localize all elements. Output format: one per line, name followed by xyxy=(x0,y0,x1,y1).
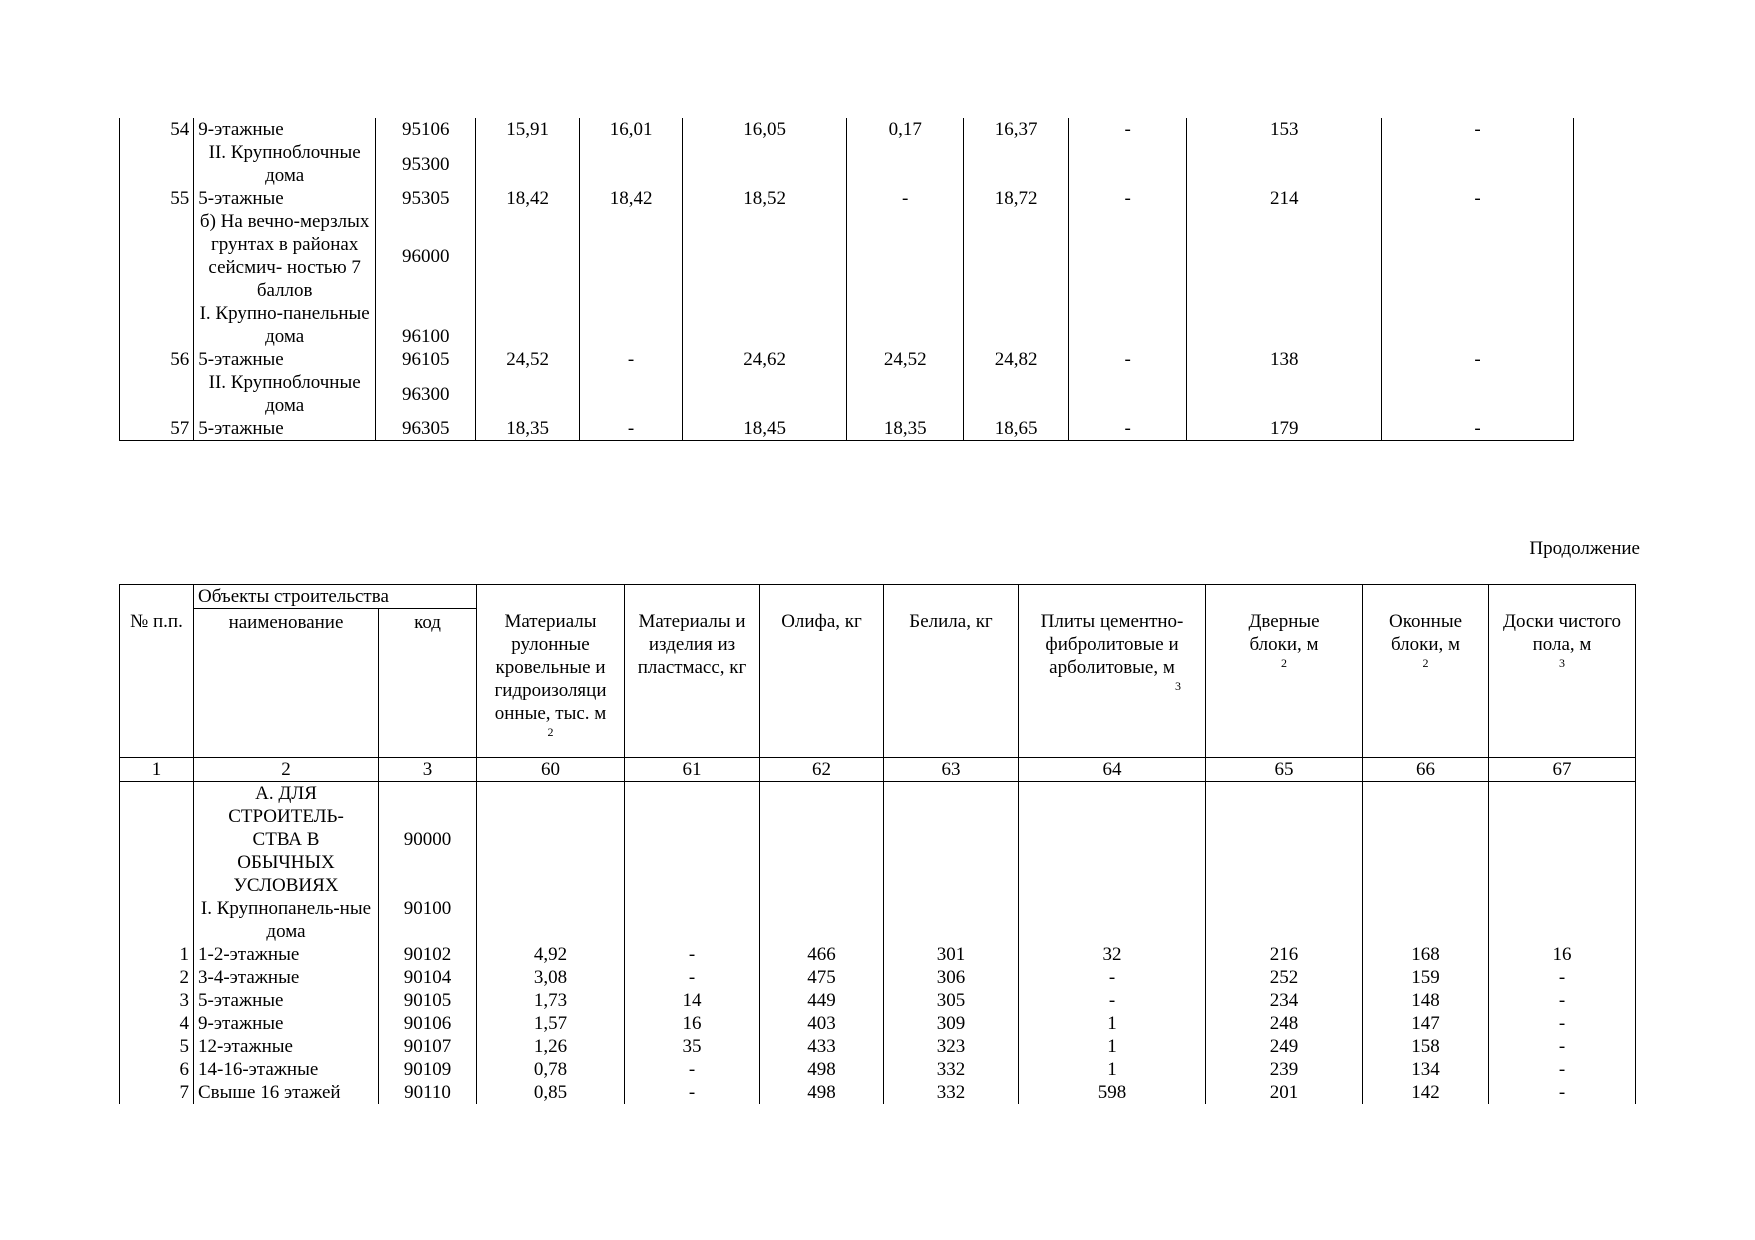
top-table xyxy=(119,118,1574,441)
header-col63: Белила, кг xyxy=(884,585,1019,758)
cell-value: 3,08 xyxy=(477,966,625,989)
table-row xyxy=(120,371,1574,417)
cell-code: 96105 xyxy=(376,348,476,371)
cell-value: 1 xyxy=(1019,1035,1206,1058)
cell-name: А. ДЛЯ СТРОИТЕЛЬ-СТВА В ОБЫЧНЫХ УСЛОВИЯХ xyxy=(194,782,379,898)
cell-value: - xyxy=(579,417,682,441)
cell-num: 6 xyxy=(120,1058,194,1081)
cell-value: 306 xyxy=(884,966,1019,989)
cell-value: 1 xyxy=(1019,1058,1206,1081)
cell-num: 4 xyxy=(120,1012,194,1035)
main-table xyxy=(119,584,1636,1104)
column-number-row xyxy=(120,758,1636,782)
cell-name: 1-2-этажные xyxy=(194,943,379,966)
col-number: 63 xyxy=(884,758,1019,782)
header-col67: Доски чистого пола, м 3 xyxy=(1489,585,1636,758)
cell-value: 24,62 xyxy=(683,348,847,371)
table-row xyxy=(120,1081,1636,1104)
cell-name: 5-этажные xyxy=(194,348,376,371)
cell-value: - xyxy=(625,966,760,989)
cell-value: - xyxy=(1068,348,1186,371)
cell-name: б) На вечно-мерзлых грунтах в районах сейсмич- ностью 7 баллов xyxy=(194,210,376,302)
cell-name: II. Крупноблочные дома xyxy=(194,141,376,187)
cell-value: 16,37 xyxy=(964,118,1068,141)
cell-num xyxy=(120,302,194,348)
cell-name: 5-этажные xyxy=(194,417,376,441)
cell-value: 24,52 xyxy=(846,348,963,371)
cell-value: - xyxy=(1068,118,1186,141)
table-header xyxy=(120,585,1636,782)
col-number: 3 xyxy=(379,758,477,782)
cell-name: 14-16-этажные xyxy=(194,1058,379,1081)
cell-name: 3-4-этажные xyxy=(194,966,379,989)
header-col64-sup: 3 xyxy=(1175,679,1182,693)
cell-value: - xyxy=(1489,1058,1636,1081)
cell-value: 252 xyxy=(1206,966,1363,989)
cell-value: 0,17 xyxy=(846,118,963,141)
cell-value: 16,05 xyxy=(683,118,847,141)
cell-name: I. Крупнопанель-ные дома xyxy=(194,897,379,943)
cell-value: 158 xyxy=(1363,1035,1489,1058)
cell-name: Свыше 16 этажей xyxy=(194,1081,379,1104)
cell-value: 18,42 xyxy=(476,187,579,210)
cell-name: 12-этажные xyxy=(194,1035,379,1058)
cell-value: 248 xyxy=(1206,1012,1363,1035)
cell-code: 90107 xyxy=(379,1035,477,1058)
cell-value: 15,91 xyxy=(476,118,579,141)
cell-code: 90109 xyxy=(379,1058,477,1081)
cell-code: 96300 xyxy=(376,371,476,417)
header-col67-sup: 3 xyxy=(1559,656,1566,670)
col-number: 2 xyxy=(194,758,379,782)
cell-value: 18,35 xyxy=(476,417,579,441)
cell-num xyxy=(120,371,194,417)
table-row xyxy=(120,1012,1636,1035)
cell-value: 134 xyxy=(1363,1058,1489,1081)
header-col60-sup: 2 xyxy=(547,725,554,739)
cell-value: 1,26 xyxy=(477,1035,625,1058)
cell-value: 216 xyxy=(1206,943,1363,966)
cell-num: 3 xyxy=(120,989,194,1012)
cell-code: 90110 xyxy=(379,1081,477,1104)
cell-num: 55 xyxy=(120,187,194,210)
cell-value: 18,52 xyxy=(683,187,847,210)
cell-value: 466 xyxy=(760,943,884,966)
table-row xyxy=(120,943,1636,966)
header-name: наименование xyxy=(194,609,379,758)
col-number: 60 xyxy=(477,758,625,782)
header-objects: Объекты строительства xyxy=(194,585,477,609)
cell-value: 323 xyxy=(884,1035,1019,1058)
cell-value: - xyxy=(1068,417,1186,441)
header-col60: Материалы рулонные кровельные и гидроизоляци онные, тыс. м 2 xyxy=(477,585,625,758)
header-col65-sup: 2 xyxy=(1281,656,1288,670)
cell-value: - xyxy=(1382,348,1574,371)
cell-code: 90000 xyxy=(379,782,477,898)
cell-value: 598 xyxy=(1019,1081,1206,1104)
cell-value: - xyxy=(625,943,760,966)
cell-name: 5-этажные xyxy=(194,187,376,210)
cell-value: 201 xyxy=(1206,1081,1363,1104)
cell-num xyxy=(120,897,194,943)
cell-value: 168 xyxy=(1363,943,1489,966)
table-row xyxy=(120,417,1574,441)
cell-name: 9-этажные xyxy=(194,118,376,141)
cell-value: - xyxy=(625,1058,760,1081)
table-row xyxy=(120,897,1636,943)
cell-value: - xyxy=(625,1081,760,1104)
cell-code: 90105 xyxy=(379,989,477,1012)
table-row xyxy=(120,118,1574,141)
cell-code: 90104 xyxy=(379,966,477,989)
continuation-label: Продолжение xyxy=(1529,538,1640,559)
cell-value: - xyxy=(1019,989,1206,1012)
header-code: код xyxy=(379,609,477,758)
header-col62: Олифа, кг xyxy=(760,585,884,758)
cell-value: 1,73 xyxy=(477,989,625,1012)
cell-value: 18,35 xyxy=(846,417,963,441)
header-col61: Материалы и изделия из пластмасс, кг xyxy=(625,585,760,758)
cell-name: II. Крупноблочные дома xyxy=(194,371,376,417)
table-body xyxy=(120,782,1636,1105)
header-col64: Плиты цементно-фибролитовые и арболитовые, м 3 xyxy=(1019,585,1206,758)
cell-value: - xyxy=(1489,1035,1636,1058)
cell-code: 96100 xyxy=(376,302,476,348)
col-number: 61 xyxy=(625,758,760,782)
cell-value: 214 xyxy=(1187,187,1382,210)
cell-value: 24,52 xyxy=(476,348,579,371)
col-number: 67 xyxy=(1489,758,1636,782)
cell-value: 35 xyxy=(625,1035,760,1058)
table-row xyxy=(120,187,1574,210)
cell-num: 1 xyxy=(120,943,194,966)
cell-code: 96305 xyxy=(376,417,476,441)
table-row xyxy=(120,1058,1636,1081)
cell-value: - xyxy=(1489,1012,1636,1035)
cell-value: 14 xyxy=(625,989,760,1012)
cell-value: - xyxy=(1382,417,1574,441)
cell-value: 449 xyxy=(760,989,884,1012)
col-number: 62 xyxy=(760,758,884,782)
cell-value: 16 xyxy=(1489,943,1636,966)
cell-value: 142 xyxy=(1363,1081,1489,1104)
cell-value: - xyxy=(1382,187,1574,210)
cell-value: 32 xyxy=(1019,943,1206,966)
table-row xyxy=(120,966,1636,989)
cell-value: 433 xyxy=(760,1035,884,1058)
cell-num: 5 xyxy=(120,1035,194,1058)
cell-value: 159 xyxy=(1363,966,1489,989)
col-number: 1 xyxy=(120,758,194,782)
cell-num xyxy=(120,782,194,898)
cell-code: 95300 xyxy=(376,141,476,187)
cell-value: - xyxy=(1068,187,1186,210)
cell-value: 301 xyxy=(884,943,1019,966)
cell-value: 138 xyxy=(1187,348,1382,371)
cell-name: 9-этажные xyxy=(194,1012,379,1035)
cell-code: 90102 xyxy=(379,943,477,966)
cell-value: 1,57 xyxy=(477,1012,625,1035)
cell-value: 18,65 xyxy=(964,417,1068,441)
cell-value: - xyxy=(1489,1081,1636,1104)
cell-value: 332 xyxy=(884,1058,1019,1081)
header-col65: Дверные блоки, м 2 xyxy=(1206,585,1363,758)
table-row xyxy=(120,782,1636,898)
cell-num: 56 xyxy=(120,348,194,371)
cell-name: I. Крупно-панельные дома xyxy=(194,302,376,348)
cell-value: - xyxy=(579,348,682,371)
cell-value: 18,42 xyxy=(579,187,682,210)
cell-value: - xyxy=(1382,118,1574,141)
cell-value: 1 xyxy=(1019,1012,1206,1035)
table-row xyxy=(120,210,1574,302)
cell-value: 498 xyxy=(760,1058,884,1081)
cell-value: - xyxy=(1489,966,1636,989)
cell-value: 148 xyxy=(1363,989,1489,1012)
cell-code: 95106 xyxy=(376,118,476,141)
cell-value: 403 xyxy=(760,1012,884,1035)
cell-value: 24,82 xyxy=(964,348,1068,371)
table-row xyxy=(120,348,1574,371)
cell-value: 0,78 xyxy=(477,1058,625,1081)
cell-value: 305 xyxy=(884,989,1019,1012)
cell-value: - xyxy=(1019,966,1206,989)
cell-value: 18,45 xyxy=(683,417,847,441)
cell-num xyxy=(120,210,194,302)
col-number: 64 xyxy=(1019,758,1206,782)
cell-value: 16,01 xyxy=(579,118,682,141)
col-number: 66 xyxy=(1363,758,1489,782)
cell-value: 309 xyxy=(884,1012,1019,1035)
cell-value: 475 xyxy=(760,966,884,989)
header-row xyxy=(120,585,1636,609)
cell-num: 7 xyxy=(120,1081,194,1104)
cell-code: 95305 xyxy=(376,187,476,210)
cell-code: 96000 xyxy=(376,210,476,302)
table-row xyxy=(120,989,1636,1012)
table-row xyxy=(120,1035,1636,1058)
cell-value: 147 xyxy=(1363,1012,1489,1035)
header-col66-sup: 2 xyxy=(1422,656,1429,670)
cell-value: - xyxy=(1489,989,1636,1012)
cell-num: 2 xyxy=(120,966,194,989)
cell-value: 179 xyxy=(1187,417,1382,441)
cell-value: 16 xyxy=(625,1012,760,1035)
col-number: 65 xyxy=(1206,758,1363,782)
cell-value: 498 xyxy=(760,1081,884,1104)
cell-value: 4,92 xyxy=(477,943,625,966)
cell-value: 234 xyxy=(1206,989,1363,1012)
cell-code: 90100 xyxy=(379,897,477,943)
cell-value: 332 xyxy=(884,1081,1019,1104)
cell-value: - xyxy=(846,187,963,210)
cell-code: 90106 xyxy=(379,1012,477,1035)
cell-value: 239 xyxy=(1206,1058,1363,1081)
cell-value: 249 xyxy=(1206,1035,1363,1058)
table-row xyxy=(120,141,1574,187)
cell-name: 5-этажные xyxy=(194,989,379,1012)
cell-num: 57 xyxy=(120,417,194,441)
cell-num: 54 xyxy=(120,118,194,141)
table-row xyxy=(120,302,1574,348)
cell-value: 0,85 xyxy=(477,1081,625,1104)
cell-num xyxy=(120,141,194,187)
top-table-body xyxy=(120,118,1574,441)
cell-value: 153 xyxy=(1187,118,1382,141)
header-num: № п.п. xyxy=(120,585,194,758)
cell-value: 18,72 xyxy=(964,187,1068,210)
header-col66: Оконные блоки, м 2 xyxy=(1363,585,1489,758)
